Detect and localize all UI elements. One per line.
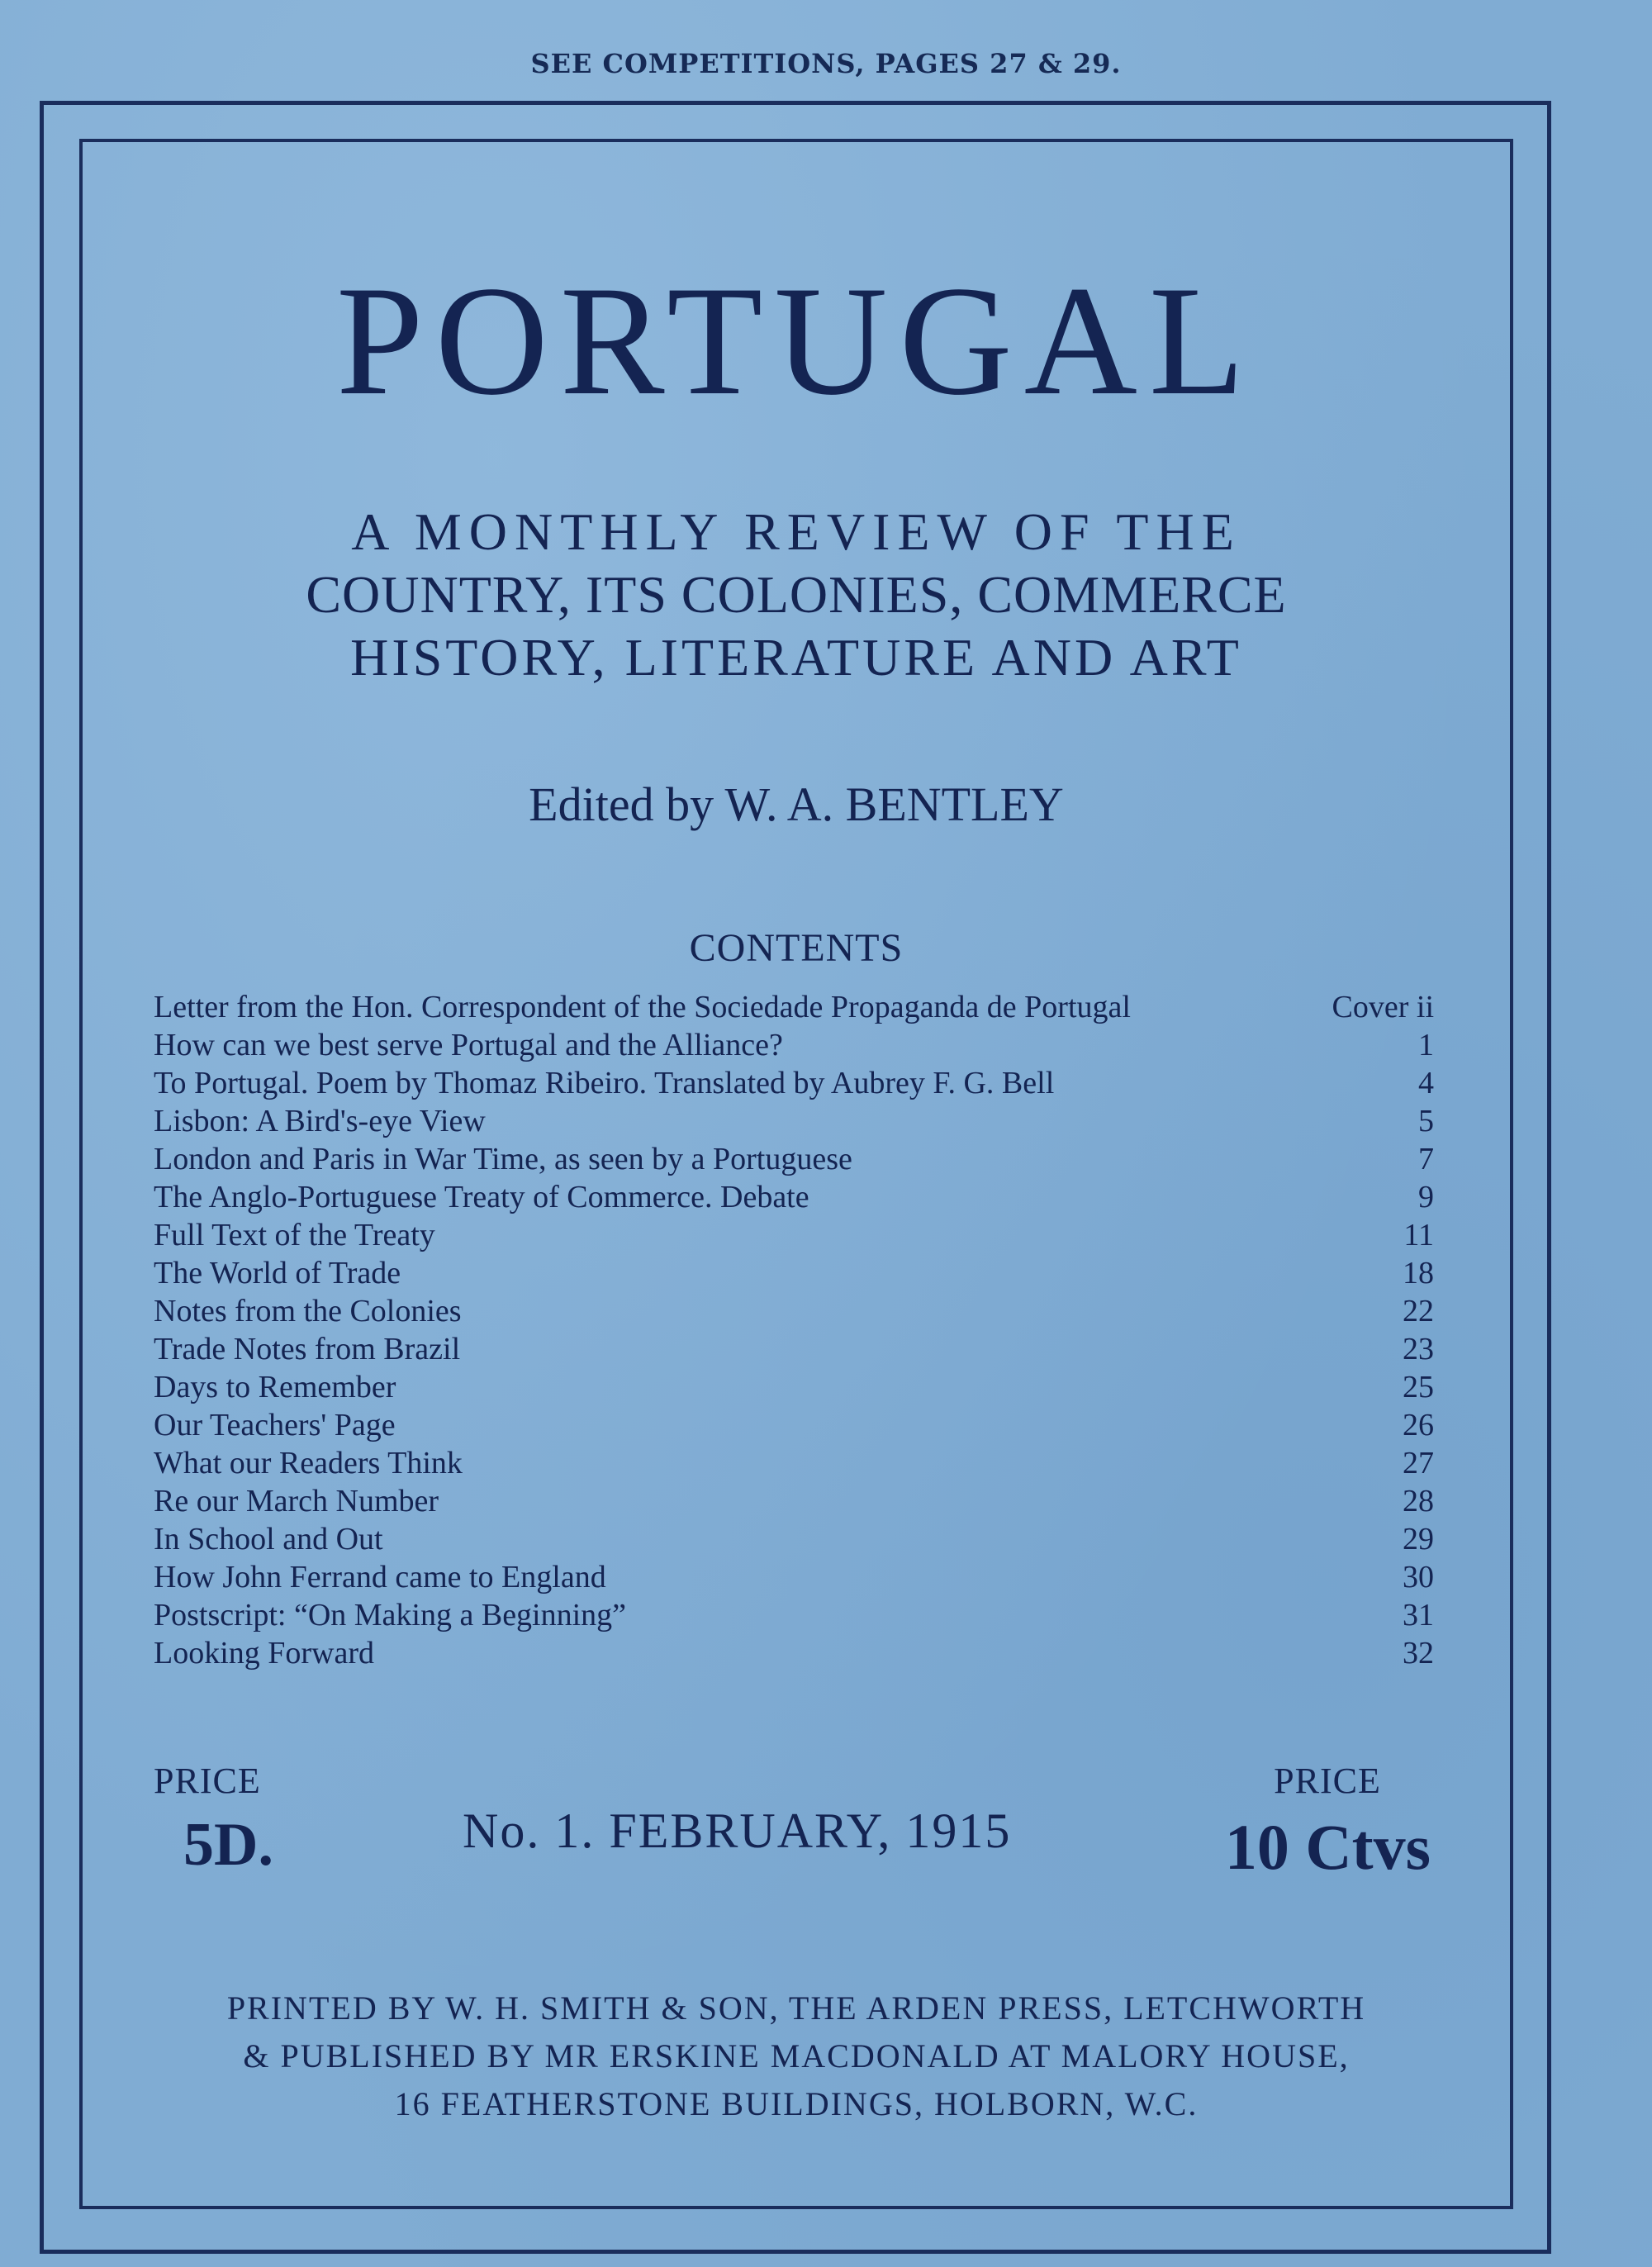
contents-item-page: 29 [1403,1522,1434,1556]
contents-item [154,988,1434,1026]
contents-item [154,1292,1434,1330]
contents-item-page: 26 [1403,1408,1434,1442]
contents-item-title: Looking Forward [154,1636,375,1671]
contents-item [154,1254,1434,1292]
contents-item-page: 4 [1418,1066,1434,1100]
contents-heading: CONTENTS [689,926,904,970]
contents-item-page: 31 [1403,1598,1434,1633]
contents-list [154,988,1434,1672]
contents-item [154,1444,1434,1482]
contents-item-title: Days to Remember [154,1370,396,1404]
contents-item-page: 27 [1403,1446,1434,1480]
contents-item-title: Re our March Number [154,1484,439,1518]
contents-item-page: 22 [1403,1294,1434,1328]
contents-item-title: Trade Notes from Brazil [154,1332,461,1366]
price-value: 5D. [183,1811,273,1879]
contents-item-page: 30 [1403,1560,1434,1595]
contents-item [154,1216,1434,1254]
imprint-line: & PUBLISHED BY MR ERSKINE MACDONALD AT MALORY HOUSE, [243,2037,1350,2075]
contents-item-title: Postscript: “On Making a Beginning” [154,1598,627,1633]
issue-number-date: No. 1. FEBRUARY, 1915 [463,1804,1012,1858]
contents-item-page: 1 [1418,1028,1434,1062]
subtitle-line: A MONTHLY REVIEW OF THE [351,502,1241,561]
contents-item [154,1406,1434,1444]
price-pence [154,1760,273,1880]
price-value: 10 Ctvs [1224,1811,1431,1883]
contents-item-page: 7 [1418,1142,1434,1176]
price-label: PRICE [1274,1761,1381,1801]
subtitle-line: COUNTRY, ITS COLONIES, COMMERCE [306,565,1287,624]
contents-item-title: Our Teachers' Page [154,1408,396,1442]
competitions-note: SEE COMPETITIONS, PAGES 27 & 29. [530,48,1122,79]
contents-item-page: 32 [1403,1636,1434,1671]
contents-item-title: How can we best serve Portugal and the Alliance? [154,1028,783,1062]
contents-item-title: To Portugal. Poem by Thomaz Ribeiro. Translated by Aubrey F. G. Bell [154,1066,1055,1100]
contents-item-page: 9 [1418,1180,1434,1214]
contents-item [154,1026,1434,1064]
contents-item-page: Cover ii [1332,990,1434,1024]
contents-item-title: Lisbon: A Bird's-eye View [154,1104,486,1138]
imprint-line: 16 FEATHERSTONE BUILDINGS, HOLBORN, W.C. [394,2085,1199,2122]
contents-item [154,1330,1434,1368]
editor-credit: Edited by W. A. BENTLEY [529,777,1064,831]
subtitle-line: HISTORY, LITERATURE AND ART [350,628,1242,687]
contents-item-title: In School and Out [154,1522,383,1556]
contents-item [154,1596,1434,1634]
contents-item [154,1064,1434,1102]
contents-item-title: What our Readers Think [154,1446,463,1480]
contents-item [154,1520,1434,1558]
magazine-title: PORTUGAL [336,254,1256,428]
price-centavos [1224,1760,1431,1884]
contents-item [154,1140,1434,1178]
contents-item [154,1368,1434,1406]
contents-item-page: 25 [1403,1370,1434,1404]
contents-item-page: 28 [1403,1484,1434,1518]
contents-item-title: Letter from the Hon. Correspondent of the Sociedade Propaganda de Portugal [154,990,1131,1024]
contents-item [154,1102,1434,1140]
contents-item [154,1178,1434,1216]
publisher-imprint [79,1984,1513,2128]
contents-item-title: The Anglo-Portuguese Treaty of Commerce. Debate [154,1180,809,1214]
contents-item-page: 5 [1418,1104,1434,1138]
contents-item-title: How John Ferrand came to England [154,1560,606,1595]
contents-item-page: 18 [1403,1256,1434,1290]
contents-item-title: The World of Trade [154,1256,401,1290]
contents-item [154,1558,1434,1596]
contents-item-title: London and Paris in War Time, as seen by a Portuguese [154,1142,852,1176]
contents-item-page: 23 [1403,1332,1434,1366]
imprint-line: PRINTED BY W. H. SMITH & SON, THE ARDEN PRESS, LETCHWORTH [226,1989,1366,2027]
magazine-subtitle [79,501,1513,689]
contents-item-title: Full Text of the Treaty [154,1218,435,1252]
contents-item [154,1482,1434,1520]
contents-item [154,1634,1434,1672]
contents-item-title: Notes from the Colonies [154,1294,462,1328]
contents-item-page: 11 [1403,1218,1434,1252]
price-label: PRICE [154,1761,261,1801]
